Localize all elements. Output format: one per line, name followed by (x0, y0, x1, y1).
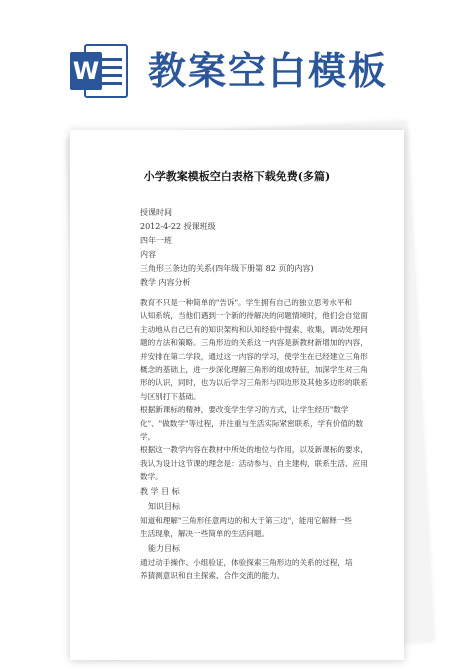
paragraph-line: 与区别打下基础。 (140, 391, 201, 401)
paragraph-line: 化"、"做数学"等过程，并注重与生活实际紧密联系，学有价值的数学， (140, 418, 364, 442)
paragraph-line: 根据这一教学内容在教材中所处的地位与作用，以及新课标的要求， (140, 445, 368, 455)
banner (0, 0, 474, 118)
doc-line (100, 82, 122, 85)
paragraph-line: 题的方法和策略。三角形边的关系这一内容是新教材新增加的内容， (140, 338, 368, 348)
word-document-icon (70, 44, 130, 98)
doc-line (100, 74, 122, 77)
paragraph-line: 形的认识，同时，也为以后学习三角形与四边形及其他多边形的联系 (140, 378, 368, 388)
paragraph-line: 通过动手操作、小组验证，体验探索三角形边的关系的过程，培 (140, 557, 353, 567)
meta-line: 三角形三条边的关系(四年级下册第 82 页的内容) (140, 264, 314, 273)
section-heading-ability: 能力目标 (148, 543, 180, 553)
doc-line (100, 58, 122, 61)
paragraph-line: 数学。 (140, 472, 163, 482)
paragraph-line: 根据新课标的精神，要改变学生学习的方式，让学生经历"数学 (140, 405, 349, 415)
section-heading-goals: 教 学 目 标 (140, 486, 180, 496)
paragraph-line: 我认为设计这节课的理念是：活动参与、自主建构，联系生活、应用 (140, 458, 368, 468)
paragraph-line: 主动地从自己已有的知识架构和认知经验中提索、收集，调动处理问 (140, 324, 368, 334)
meta-line: 授课时间 (140, 208, 172, 217)
meta-line: 2012-4-22 授课班级 (140, 222, 216, 231)
paragraph-line: 认知系统，当他们遇到一个新的待解决的问题情境时，他们会自觉面 (140, 311, 368, 321)
word-badge: W (70, 52, 102, 90)
section-heading-knowledge: 知识目标 (148, 501, 180, 511)
paragraph-line: 概念的基础上，进一步深化理解三角形的组成特征，加深学生对三角 (140, 365, 368, 375)
banner-title: 教案空白模板 (148, 49, 389, 93)
meta-line: 教学 内容分析 (140, 278, 191, 287)
document-title: 小学教案模板空白表格下载免费(多篇) (143, 170, 331, 183)
paragraph-line: 教育不只是一种简单的"告诉"。学生拥有自己的独立思考水平和 (140, 298, 353, 307)
document-page (70, 130, 404, 660)
paragraph-line: 养猜测意识和自主探索、合作交流的能力。 (140, 570, 285, 580)
doc-line (100, 66, 122, 69)
paragraph-line: 并安排在第二学段，通过这一内容的学习，使学生在已经建立三角形 (140, 351, 368, 361)
paragraph-line: 知道和理解"三角形任意两边的和大于第三边"，能用它解释一些 (140, 515, 353, 525)
paragraph-line: 生活现象，解决一些简单的生活问题。 (140, 529, 270, 539)
meta-line: 四年一班 (140, 236, 172, 245)
meta-line: 内容 (140, 250, 156, 259)
